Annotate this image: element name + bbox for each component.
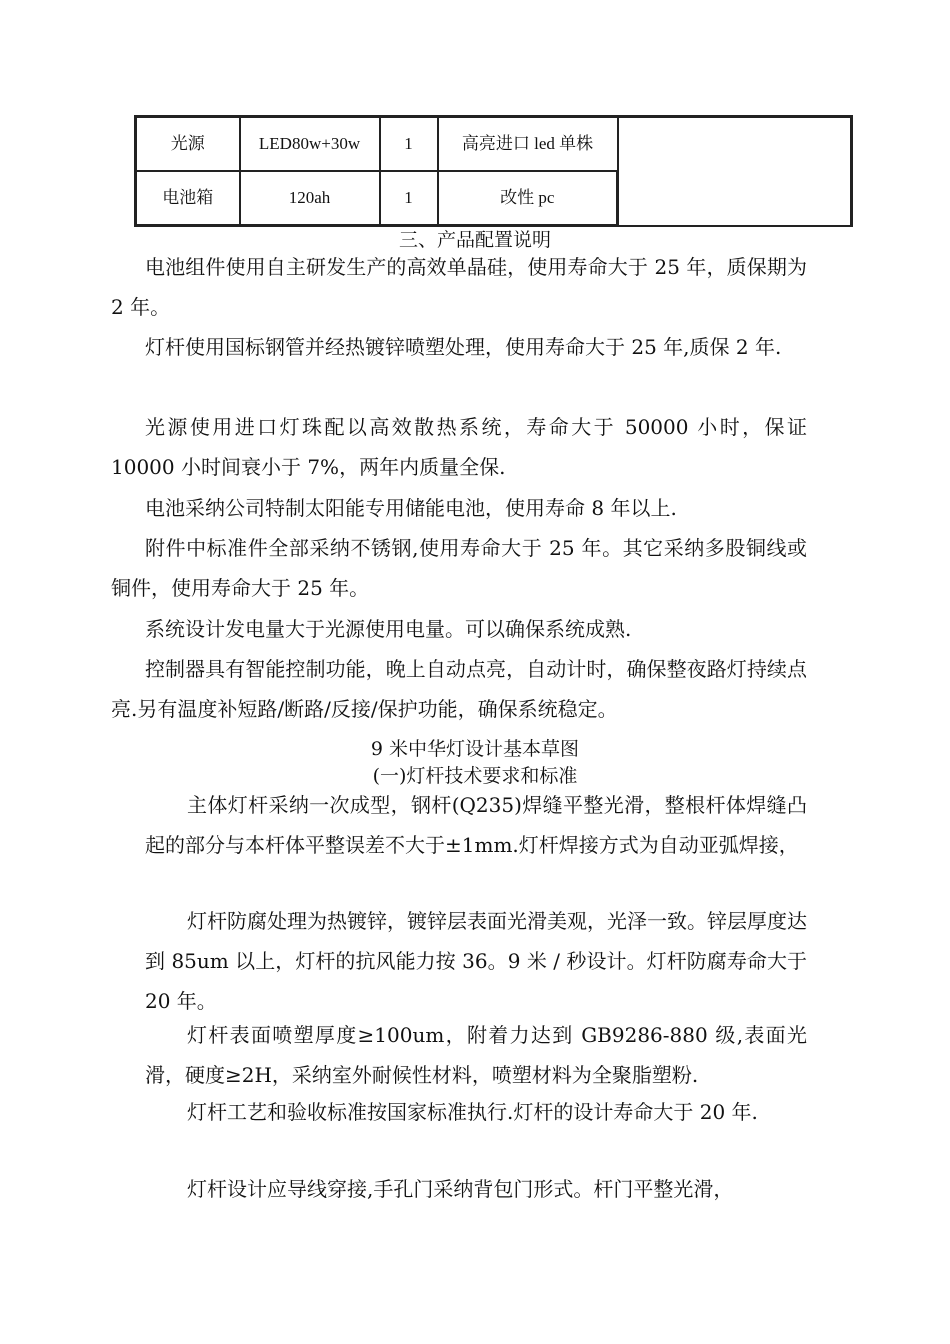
design-subtitle: (一)灯杆技术要求和标准 bbox=[372, 765, 578, 787]
table-cell-name: 光源 bbox=[136, 117, 240, 172]
paragraph: 电池组件使用自主研发生产的高效单晶硅，使用寿命大于 25 年，质保期为 2 年。 bbox=[111, 255, 807, 319]
paragraph: 主体灯杆采纳一次成型，钢杆(Q235)焊缝平整光滑，整根杆体焊缝凸起的部分与本杆体平整误差不大于±1mm.灯杆焊接方式为自动亚弧焊接， bbox=[145, 793, 807, 857]
section-title: 三、产品配置说明 bbox=[398, 229, 551, 251]
paragraph: 灯杆使用国标钢管并经热镀锌喷塑处理，使用寿命大于 25 年,质保 2 年. bbox=[145, 335, 782, 359]
paragraph: 电池采纳公司特制太阳能专用储能电池，使用寿命 8 年以上. bbox=[145, 496, 677, 520]
table-cell-spec: 120ah bbox=[240, 171, 380, 226]
paragraph: 灯杆设计应导线穿接,手孔门采纳背包门形式。杆门平整光滑， bbox=[187, 1177, 734, 1201]
table-cell-spec: LED80w+30w bbox=[240, 117, 380, 172]
component-table bbox=[134, 115, 853, 227]
table-cell-note: 高亮进口 led 单株 bbox=[438, 117, 618, 172]
design-title: 9 米中华灯设计基本草图 bbox=[370, 738, 580, 760]
paragraph: 系统设计发电量大于光源使用电量。可以确保系统成熟. bbox=[145, 617, 632, 641]
table-cell-qty: 1 bbox=[380, 117, 438, 172]
paragraph: 灯杆工艺和验收标准按国家标准执行.灯杆的设计寿命大于 20 年. bbox=[187, 1100, 758, 1124]
table-row bbox=[136, 117, 852, 172]
paragraph: 附件中标准件全部采纳不锈钢,使用寿命大于 25 年。其它采纳多股铜线或铜件，使用寿命大于 25 年。 bbox=[111, 536, 807, 600]
table-cell-qty: 1 bbox=[380, 171, 438, 226]
table-cell-note: 改性 pc bbox=[438, 171, 618, 226]
paragraph: 灯杆防腐处理为热镀锌，镀锌层表面光滑美观，光泽一致。锌层厚度达到 85um 以上，灯杆的抗风能力按 36。9 米 / 秒设计。灯杆防腐寿命大于 20 年。 bbox=[145, 909, 807, 1013]
paragraph: 控制器具有智能控制功能，晚上自动点亮，自动计时，确保整夜路灯持续点亮.另有温度补短路/断路/反接/保护功能，确保系统稳定。 bbox=[111, 657, 807, 721]
table-cell-name: 电池箱 bbox=[136, 171, 240, 226]
paragraph: 灯杆表面喷塑厚度≥100um，附着力达到 GB9286-880 级,表面光滑，硬度≥2H，采纳室外耐候性材料，喷塑材料为全聚脂塑粉. bbox=[145, 1023, 807, 1087]
paragraph: 光源使用进口灯珠配以高效散热系统，寿命大于 50000 小时，保证 10000 小时间衰小于 7%，两年内质量全保. bbox=[111, 415, 807, 479]
table-cell-empty bbox=[618, 117, 852, 226]
